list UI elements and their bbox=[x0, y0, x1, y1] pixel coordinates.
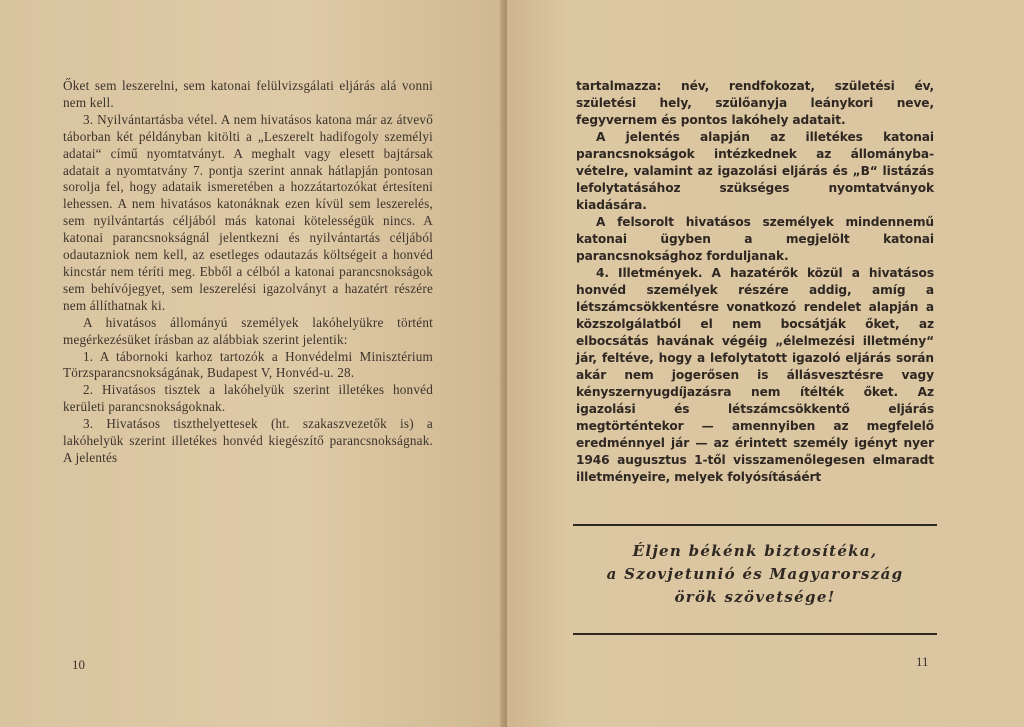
list-item: 3. Hivatásos tiszthelyettesek (ht. szakaszvezetők is) a lakóhelyük szerint illetékes honvéd kiegészítő parancsnokságnak. A jelentés bbox=[63, 416, 433, 465]
paragraph-registration: 3. Nyilvántartásba vétel. A nem hivatásos katona már az átvevő táborban két példányban kitölti a „Leszerelt hadifogoly személyi adatai“ című nyomtatványt. A meghalt vagy elesett bajtársak adatait a nyomtatvány 7. pontja szerint annak hátlapján pontosan sorolja fel, hogy adataik ismeretében a hozzátartozókat értesíteni lehessen. A nem hivatásos katonáknak ezen kívül sem leszerelés, sem nyilvántartás céljából más katonai kötelességük nincs. A katonai parancsnokságnál jelentkezni és nyilvántartás céljából odautazniok nem kell, az esetleges odautazás költségeit a honvéd kincstár nem téríti meg. Ebből a célból a katonai parancsnokságok sem behívójegyet, sem leszerelési igazolványt a hazatért részére nem állíthatnak ki. bbox=[63, 111, 433, 313]
paragraph: A jelentés alapján az illetékes katonai parancsnokságok intézkednek az állományba-vételre, valamint az igazolási eljárás és „B“ listázás lefolytatásához szükséges nyomtatványok kiadására. bbox=[576, 130, 934, 212]
left-page bbox=[0, 0, 505, 727]
paragraph: A felsorolt hivatásos személyek mindennemű katonai ügyben a megjelölt katonai parancsnoksághoz forduljanak. bbox=[576, 215, 934, 263]
paragraph: Őket sem leszerelni, sem katonai felülvizsgálati eljárás alá vonni nem kell. bbox=[63, 78, 433, 110]
left-page-text bbox=[63, 78, 433, 467]
list-item: 2. Hivatásos tisztek a lakóhelyük szerint illetékes honvéd kerületi parancsnokságoknak. bbox=[63, 382, 433, 415]
list-item: 1. A tábornoki karhoz tartozók a Honvédelmi Minisztérium Törzsparancsnokságának, Budapest V, Honvéd-u. 28. bbox=[63, 348, 433, 381]
slogan-line: Éljen békénk biztosítéka, bbox=[632, 542, 878, 560]
slogan bbox=[573, 540, 937, 609]
divider-bottom bbox=[573, 633, 937, 635]
divider-top bbox=[573, 524, 937, 526]
slogan-line: örök szövetsége! bbox=[674, 588, 836, 606]
paragraph: A hivatásos állományú személyek lakóhelyükre történt megérkezésüket írásban az alábbiak szerint jelentik: bbox=[63, 314, 433, 347]
paragraph-salaries: 4. Illetmények. A hazatérők közül a hivatásos honvéd személyek részére addig, amíg a létszámcsökkentésre vonatkozó rendelet alapján a közszolgálatból el nem bocsátják őket, az elbocsátás havának végéig „élelmezési illetmény“ jár, feltéve, hogy a lefolytatott igazoló eljárás során akár nem jogerősen is állásvesztésre vagy kényszernyugdíjazásra nem ítélték őket. Az igazolási és létszámcsökkentő eljárás megtörténtekor — amennyiben az megfelelő eredménnyel jár — az érintett személy igényt nyer 1946 augusztus 1-től visszamenőlegesen elmaradt illetményeire, melyek folyósításáért bbox=[576, 266, 934, 484]
page-number: 10 bbox=[72, 657, 85, 672]
paragraph: tartalmazza: név, rendfokozat, születési év, születési hely, szülőanyja leánykori neve, fegyvernem és pontos lakóhely adatait. bbox=[576, 79, 934, 127]
slogan-line: a Szovjetunió és Magyarország bbox=[606, 565, 904, 583]
right-page bbox=[507, 0, 1024, 727]
right-page-text bbox=[576, 78, 934, 486]
page-number: 11 bbox=[916, 654, 929, 669]
